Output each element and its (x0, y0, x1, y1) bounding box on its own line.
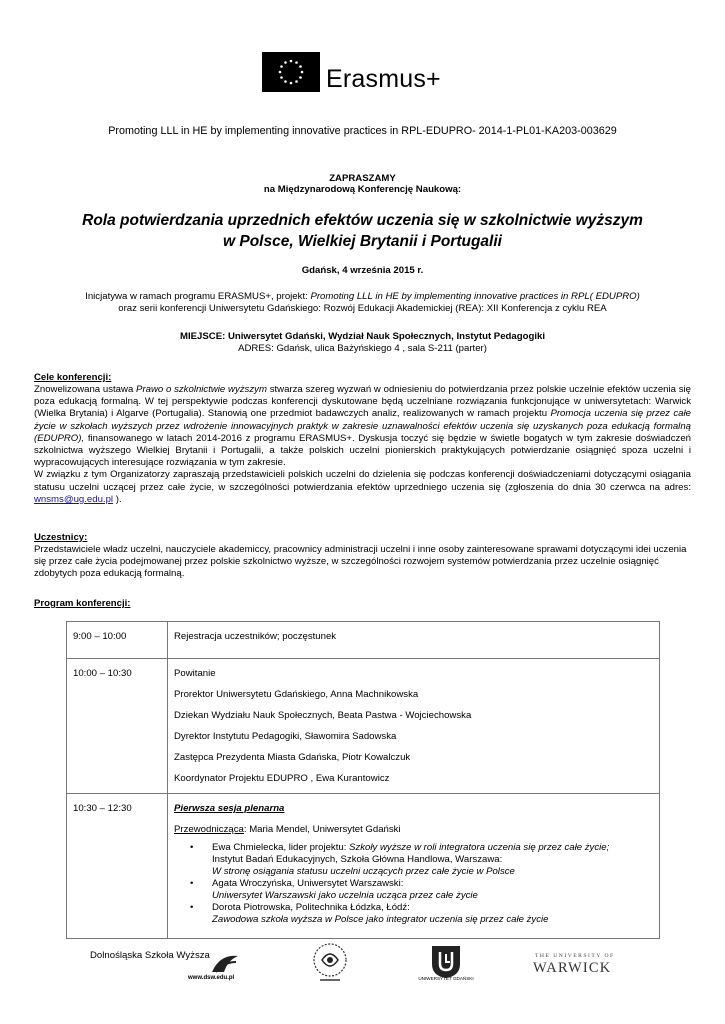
talk-list (174, 842, 659, 926)
dsw-logo (90, 950, 235, 981)
speaker-name: Agata Wroczyńska, Uniwersytet Warszawski: (212, 878, 404, 889)
dsw-url: www.dsw.edu.pl (188, 975, 235, 981)
erasmus-logo-text: Erasmus+ (326, 65, 441, 93)
list-item (212, 878, 659, 902)
time-cell: 10:00 – 10:30 (67, 659, 168, 794)
speaker-line: Dyrektor Instytutu Pedagogiki, Sławomira Sadowska (174, 731, 397, 742)
title-line-1: Rola potwierdzania uprzednich efektów uczenia się w szkolnictwie wyższym (82, 212, 643, 229)
dsw-emblem-icon (210, 952, 240, 974)
warwick-subtitle: THE UNIVERSITY OF (535, 953, 615, 959)
goals-invite-end: ). (113, 493, 122, 505)
speaker-name: Ewa Chmielecka, lider projektu: (212, 842, 350, 853)
goals-project-name: Promocja uczenia się przez całe życie w szkołach wyższych przez wdrożenie innowacyjnych praktyk w zakresie uznawalności efektów uczenia się uzyskanych poza edukacją formalną (EDUPRO), (34, 408, 691, 444)
time-cell: 10:30 – 12:30 (67, 794, 168, 939)
talk-title: Szkoły wyższe w roli integratora uczenia się przez całe życie; (349, 842, 610, 853)
welcome-line: Powitanie (174, 668, 216, 679)
address-line: ADRES: Gdańsk, ulica Bażyńskiego 4 , sala S-211 (parter) (238, 343, 487, 354)
invite-heading: ZAPRASZAMY (329, 173, 396, 184)
desc-cell (168, 794, 660, 939)
initiative-line (0, 291, 725, 303)
goals-invite-text: W związku z tym Organizatorzy zapraszają przedstawicieli polskich uczelni do dzielenia się podczas konferencji doświadczeniami dotyczącymi osiągania statusu uczelni uczącej przez całe życie, w szczególności potwierdzania efektów uprzedniego uczenia się (zgłoszenia do dnia 30 czerwca na adres: (34, 469, 691, 493)
dsw-name: Dolnośląska Szkoła Wyższa (90, 950, 210, 961)
session-title: Pierwsza sesja plenarna (174, 803, 285, 814)
speaker-line: Prorektor Uniwersytetu Gdańskiego, Anna Machnikowska (174, 689, 419, 700)
table-row (67, 794, 660, 939)
title-line-2: w Polsce, Wielkiej Brytanii i Portugalii (223, 233, 502, 250)
goals-heading: Cele konferencji: (34, 372, 112, 383)
participants-heading: Uczestnicy: (34, 532, 88, 543)
initiative-prefix: Inicjatywa w ramach programu ERASMUS+, projekt: (85, 291, 311, 302)
talk-title: W stronę osiągania statusu uczelni uczących przez całe życie w Polsce (212, 866, 515, 877)
email-link[interactable]: wnsms@ug.edu.pl (34, 493, 114, 505)
table-row (67, 622, 660, 659)
list-item (212, 902, 659, 926)
goals-text-e: finansowanego w latach 2014-2016 z programu ERASMUS+. Dyskusja toczyć się będzie w świetle bogatych w tym zakresie doświadczeń szkolnictwa wyższego Wielkiej Brytanii i Portugalii, a także polskich uczelni pionierskich praktykujących potwierdzanie osiągnięć spoza uczelni i wypracowujących interesujące rozwiązania w tym zakresie. (34, 432, 691, 469)
conference-title (0, 210, 725, 252)
initiative-project: Promoting LLL in HE by implementing innovative practices in RPL( EDUPRO) (310, 291, 640, 302)
talk-title: Zawodowa szkoła wyższa w Polsce jako integrator uczenia się przez całe życie (212, 914, 549, 925)
goals-text-a: Znowelizowana ustawa (34, 384, 137, 395)
participants-text: Przedstawiciele władz uczelni, nauczyciele akademiccy, pracownicy administracji uczelni i inne osoby zainteresowane sprawami dotyczącymi idei uczenia się przez całe życia podejmowanej przez polskie szkolnictwo wyższe, w szczególności rozwojem systemów potwierdzania przez uczelnie osiągnięć zdobytych poza edukacją formalną. (34, 544, 687, 580)
project-line: Promoting LLL in HE by implementing innovative practices in RPL-EDUPRO- 2014-1-PL01-KA203-003629 (108, 125, 617, 137)
goals-text-c: stwarza szereg wyzwań w odniesieniu do potwierdzania przez polskie uczelnie efektów uczenia się poza edukacją formalną. W tej perspektywie podczas konferencji dyskutowane będą uczelniane rozwiązania funkcjonujące w uniwersytetach: Warwick (Wielka Brytania) i Algarve (Portugalia). Stanowią one przedmiot badawczych analiz, realizowanych w ramach projektu (34, 384, 691, 420)
warwick-logo: WARWICK (533, 960, 612, 976)
invite-subheading: na Międzynarodową Konferencję Naukową: (263, 184, 462, 195)
desc-cell (168, 659, 660, 794)
program-heading: Program konferencji: (34, 598, 131, 609)
university-emblem-icon (310, 940, 350, 986)
speaker-line: Dziekan Wydziału Nauk Społecznych, Beata Pastwa - Wojciechowska (174, 710, 472, 721)
ug-label: UNIWERSYTET GDAŃSKI (418, 976, 474, 981)
time-cell: 9:00 – 10:00 (67, 622, 168, 659)
talk-title: Uniwersytet Warszawski jako uczelnia ucząca przez całe życie (212, 890, 478, 901)
initiative-series: oraz serii konferencji Uniwersytetu Gdańskiego: Rozwój Edukacji Akademickiej (REA): XII Konferencja z cyklu REA (118, 303, 607, 314)
eu-flag-logo (262, 52, 320, 92)
chair-label: Przewodnicząca (174, 824, 244, 835)
speaker-name: Dorota Piotrowska, Politechnika Łódzka, Łódź: (212, 902, 410, 913)
list-item (212, 842, 659, 878)
speaker-line: Zastępca Prezydenta Miasta Gdańska, Piotr Kowalczuk (174, 752, 411, 763)
goals-text (34, 384, 691, 506)
chair-line (174, 824, 659, 836)
desc-cell: Rejestracja uczestników; poczęstunek (168, 622, 660, 659)
conference-date: Gdańsk, 4 września 2015 r. (301, 265, 424, 276)
speaker-line: Koordynator Projektu EDUPRO , Ewa Kurantowicz (174, 773, 390, 784)
place-line: MIEJSCE: Uniwersytet Gdański, Wydział Nauk Społecznych, Instytut Pedagogiki (179, 331, 545, 342)
program-table (66, 621, 660, 939)
chair-name: : Maria Mendel, Uniwersytet Gdański (243, 824, 401, 835)
table-row (67, 659, 660, 794)
speaker-affiliation: Instytut Badań Edukacyjnych, Szkoła Główna Handlowa, Warszawa: (212, 854, 503, 865)
goals-law-name: Prawo o szkolnictwie wyższym (136, 384, 267, 395)
